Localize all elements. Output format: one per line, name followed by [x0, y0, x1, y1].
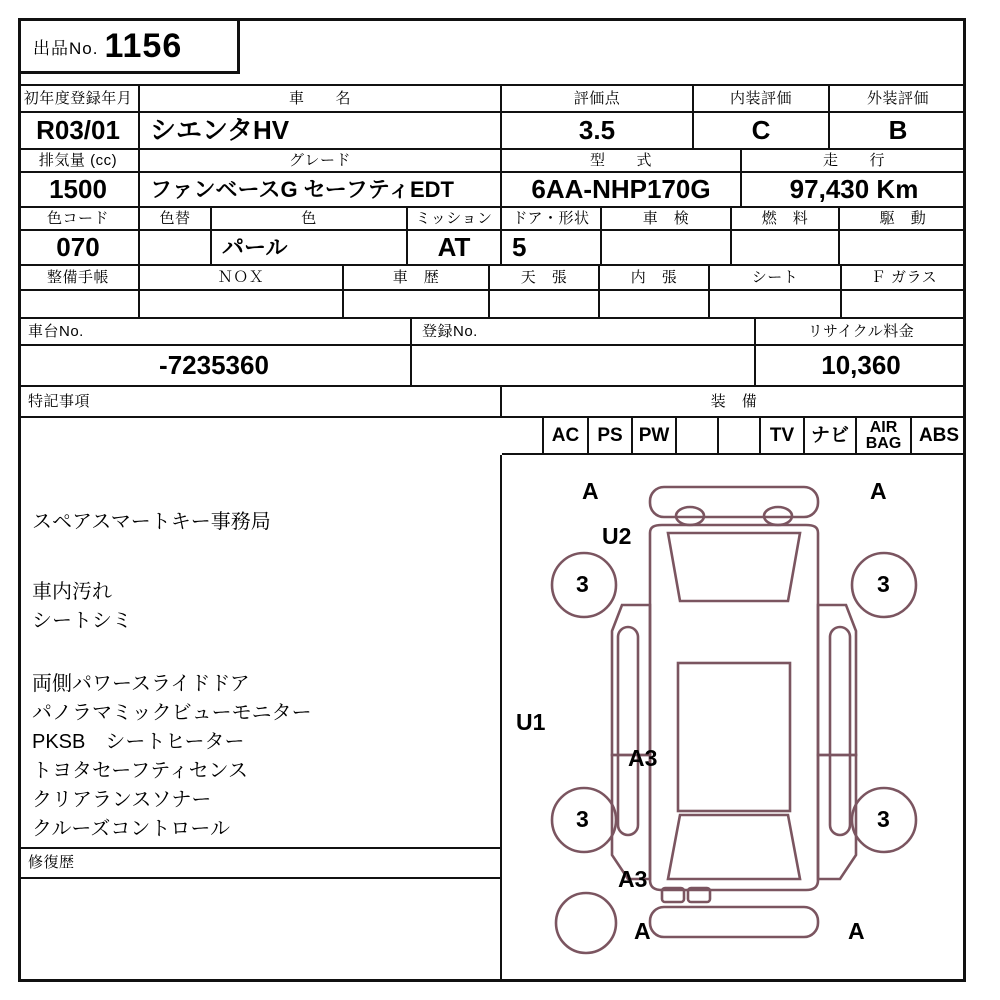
header-mission: ミッション [408, 208, 502, 231]
remarks-block-1 [32, 505, 271, 534]
header-doors-shape: ドア・形状 [502, 208, 602, 231]
header-maintenance-book: 整備手帳 [18, 266, 140, 291]
value-car-history [344, 291, 490, 319]
value-car-name: シエンタHV [140, 113, 502, 150]
value-inspection [602, 231, 732, 266]
remarks-line: スペアスマートキー事務局 [32, 511, 271, 533]
equipment-ps: PS [589, 418, 633, 455]
header-repair-history: 修復歴 [18, 849, 502, 879]
header-grade: グレード [140, 150, 502, 173]
header-car-name: 車 名 [140, 84, 502, 113]
header-equipment: 装 備 [502, 387, 966, 418]
value-mileage: 97,430 Km [742, 173, 966, 208]
value-recycle-fee: 10,360 [756, 346, 966, 387]
value-color-code: 070 [18, 231, 140, 266]
diagram-mark: A3 [628, 745, 658, 771]
value-grade: ファンベースG セーフティEDT [140, 173, 502, 208]
value-first-registration: R03/01 [18, 113, 140, 150]
header-inspection: 車 検 [602, 208, 732, 231]
remarks-line: パノラマミックビューモニター [32, 702, 312, 724]
value-inner-lining [600, 291, 710, 319]
lot-number-value: 1156 [104, 26, 183, 65]
diagram-mark: U1 [516, 709, 546, 735]
value-repair-history [18, 879, 502, 982]
equipment-cell-blank-left [502, 418, 544, 455]
header-nox: ＮＯＸ [140, 266, 344, 291]
header-drive: 駆 動 [840, 208, 966, 231]
remarks-block-3 [32, 667, 312, 841]
diagram-mark: A [848, 918, 865, 944]
remarks-body [18, 455, 502, 849]
equipment-airbag-label: AIR BAG [865, 418, 902, 452]
value-color: パール [212, 231, 408, 266]
value-doors-shape: 5 [502, 231, 602, 266]
diagram-mark: U2 [602, 523, 632, 549]
value-mission: AT [408, 231, 502, 266]
value-fuel [732, 231, 840, 266]
remarks-line: シートシミ [32, 610, 132, 632]
value-exterior-score: B [830, 113, 966, 150]
header-registration-no: 登録No. [412, 319, 756, 346]
header-chassis-no: 車台No. [18, 319, 412, 346]
diagram-mark: 3 [877, 806, 890, 832]
equipment-blank-2 [719, 418, 761, 455]
equipment-abs: ABS [912, 418, 966, 455]
remarks-line: トヨタセーフティセンス [32, 760, 248, 782]
diagram-mark: 3 [576, 571, 589, 597]
value-seat [710, 291, 842, 319]
diagram-mark: 3 [576, 806, 589, 832]
equipment-pw: PW [633, 418, 677, 455]
equipment-ac: AC [544, 418, 589, 455]
value-interior-score: C [694, 113, 830, 150]
value-model-code: 6AA-NHP170G [502, 173, 742, 208]
header-interior-score: 内装評価 [694, 84, 830, 113]
header-model-code: 型 式 [502, 150, 742, 173]
vehicle-condition-diagram [502, 455, 966, 982]
value-front-glass [842, 291, 966, 319]
header-front-glass: Ｆ ガラス [842, 266, 966, 291]
value-displacement: 1500 [18, 173, 140, 208]
lot-number-label: 出品No. [33, 38, 99, 58]
remarks-line: 両側パワースライドドア [32, 673, 250, 695]
header-remarks: 特記事項 [18, 387, 502, 418]
equipment-blank-1 [677, 418, 719, 455]
header-first-registration: 初年度登録年月 [18, 84, 140, 113]
diagram-mark: 3 [877, 571, 890, 597]
equipment-navi: ナビ [805, 418, 857, 455]
header-fuel: 燃 料 [732, 208, 840, 231]
value-chassis-no: -7235360 [18, 346, 412, 387]
remarks-line: PKSB シートヒーター [32, 731, 245, 753]
diagram-mark: A3 [618, 866, 648, 892]
value-color-change [140, 231, 212, 266]
header-seat: シート [710, 266, 842, 291]
header-exterior-score: 外装評価 [830, 84, 966, 113]
header-color: 色 [212, 208, 408, 231]
header-car-history: 車 歴 [344, 266, 490, 291]
remarks-line: クリアランスソナー [32, 789, 212, 811]
remarks-line: 車内汚れ [32, 581, 112, 603]
diagram-mark: A [634, 918, 651, 944]
diagram-mark: A [582, 478, 599, 504]
value-grade-score: 3.5 [502, 113, 694, 150]
header-grade-score: 評価点 [502, 84, 694, 113]
header-roof-lining: 天 張 [490, 266, 600, 291]
header-recycle-fee: リサイクル料金 [756, 319, 966, 346]
remarks-block-2 [32, 575, 132, 633]
header-displacement: 排気量 (cc) [18, 150, 140, 173]
remarks-line: クルーズコントロール [32, 818, 230, 840]
diagram-mark: A [870, 478, 887, 504]
lot-number-box [18, 18, 240, 74]
value-nox [140, 291, 344, 319]
value-maintenance-book [18, 291, 140, 319]
vehicle-outline [502, 455, 966, 982]
value-roof-lining [490, 291, 600, 319]
header-inner-lining: 内 張 [600, 266, 710, 291]
equipment-tv: TV [761, 418, 805, 455]
header-color-change: 色替 [140, 208, 212, 231]
header-mileage: 走 行 [742, 150, 966, 173]
equipment-airbag [857, 418, 912, 455]
value-drive [840, 231, 966, 266]
header-color-code: 色コード [18, 208, 140, 231]
value-registration-no [412, 346, 756, 387]
